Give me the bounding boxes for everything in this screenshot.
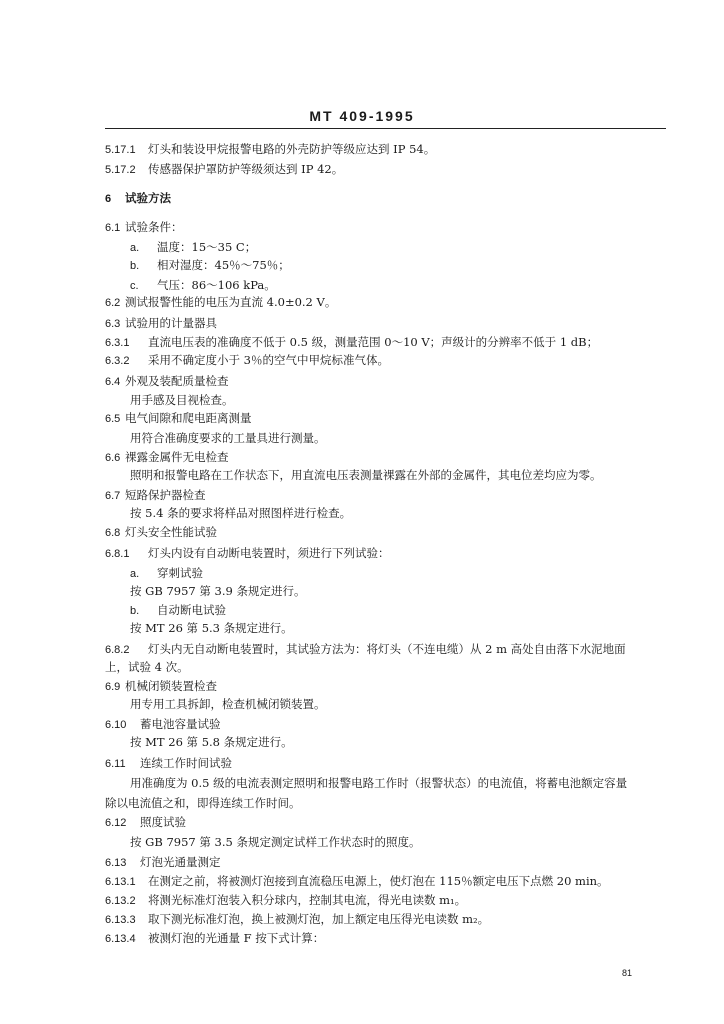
- doc-line: [130, 278, 276, 293]
- clause-text: 气压：86～106 kPa。: [157, 278, 276, 292]
- doc-line: [105, 796, 301, 810]
- clause-number: 6.13.2: [105, 895, 136, 907]
- clause-text: 灯头内设有自动断电装置时，须进行下列试验：: [148, 546, 390, 560]
- doc-line: [105, 546, 390, 561]
- clause-text: 按 MT 26 第 5.8 条规定进行。: [130, 735, 293, 749]
- clause-text: 外观及装配质量检查: [125, 374, 229, 388]
- clause-text: 试验方法: [125, 191, 171, 205]
- doc-line: [105, 316, 217, 331]
- clause-number: 6.2: [105, 297, 121, 309]
- doc-line: [105, 525, 217, 540]
- clause-text: 灯头安全性能试验: [125, 525, 217, 539]
- clause-text: 短路保护器检查: [125, 488, 206, 502]
- clause-text: 按 GB 7957 第 3.5 条规定测定试样工作状态时的照度。: [130, 835, 421, 849]
- clause-text: 机械闭锁装置检查: [125, 679, 217, 693]
- doc-line: [105, 411, 252, 426]
- doc-line: [105, 756, 232, 771]
- clause-text: 用专用工具拆卸，检查机械闭锁装置。: [130, 697, 326, 711]
- clause-text: 用准确度为 0.5 级的电流表测定照明和报警电路工作时（报警状态）的电流值，将蓄电池额定容量: [130, 776, 628, 790]
- clause-number: 6.10: [105, 719, 127, 731]
- page-number: 81: [622, 968, 633, 978]
- clause-number: 6.8.1: [105, 548, 130, 560]
- doc-line: [130, 584, 305, 598]
- clause-number: 6.12: [105, 817, 127, 829]
- clause-number: 6.3: [105, 318, 121, 330]
- clause-number: 6.4: [105, 376, 121, 388]
- doc-line: [105, 874, 609, 889]
- clause-text: 直流电压表的准确度不低于 0.5 级，测量范围 0～10 V；声级计的分辨率不低于 1 dB；: [148, 335, 599, 349]
- clause-text: 温度：15～35 C；: [157, 240, 257, 254]
- clause-text: 灯头和装设甲烷报警电路的外壳防护等级应达到 IP 54。: [148, 142, 436, 156]
- doc-line: [105, 450, 229, 465]
- clause-text: 灯头内无自动断电装置时，其试验方法为：将灯头（不连电缆）从 2 m 高处自由落下水泥地面: [148, 642, 626, 656]
- doc-line: [130, 468, 602, 482]
- clause-number: 6.1: [105, 222, 121, 234]
- clause-text: 按 MT 26 第 5.3 条规定进行。: [130, 621, 293, 635]
- doc-line: [105, 295, 336, 310]
- doc-line: [130, 566, 203, 581]
- clause-text: 测试报警性能的电压为直流 4.0±0.2 V。: [125, 295, 337, 309]
- doc-line: [105, 488, 206, 503]
- clause-number: a.: [130, 568, 140, 580]
- doc-line: [130, 735, 293, 749]
- header-rule: [105, 128, 666, 129]
- doc-line: [130, 393, 234, 407]
- doc-line: [105, 353, 389, 368]
- clause-number: 6.11: [105, 758, 126, 770]
- clause-number: 6.13.1: [105, 876, 136, 888]
- doc-line: [105, 893, 466, 908]
- doc-line: [105, 717, 221, 732]
- doc-line: [105, 855, 221, 870]
- clause-number: 6.3.2: [105, 355, 130, 367]
- clause-number: 5.17.1: [105, 144, 136, 156]
- clause-number: c.: [130, 280, 139, 292]
- section-heading: [105, 191, 171, 206]
- clause-text: 传感器保护罩防护等级须达到 IP 42。: [148, 162, 344, 176]
- clause-text: 穿刺试验: [157, 566, 203, 580]
- doc-line: [105, 815, 186, 830]
- clause-text: 被测灯泡的光通量 F 按下式计算：: [148, 931, 325, 945]
- clause-number: 6.6: [105, 452, 121, 464]
- clause-text: 相对湿度：45％～75％；: [157, 258, 290, 272]
- doc-line: [130, 621, 293, 635]
- clause-text: 连续工作时间试验: [140, 756, 232, 770]
- doc-line: [130, 240, 256, 255]
- clause-text: 用手感及目视检查。: [130, 393, 234, 407]
- clause-text: 采用不确定度小于 3％的空气中甲烷标准气体。: [148, 353, 389, 367]
- clause-text: 照明和报警电路在工作状态下，用直流电压表测量裸露在外部的金属件，其电位差均应为零。: [130, 468, 602, 482]
- clause-text: 裸露金属件无电检查: [125, 450, 229, 464]
- clause-number: b.: [130, 605, 140, 617]
- standard-header: MT 409-1995: [309, 108, 415, 124]
- doc-line: [130, 603, 226, 618]
- clause-number: 6.5: [105, 413, 121, 425]
- doc-line: [105, 660, 189, 674]
- clause-text: 按 GB 7957 第 3.9 条规定进行。: [130, 584, 306, 598]
- clause-text: 试验条件：: [125, 220, 183, 234]
- doc-line: [105, 220, 183, 235]
- clause-number: 6.8: [105, 527, 121, 539]
- doc-line: [105, 931, 324, 946]
- clause-text: 上，试验 4 次。: [105, 660, 189, 674]
- clause-text: 除以电流值之和，即得连续工作时间。: [105, 796, 301, 810]
- clause-number: 6.9: [105, 681, 121, 693]
- doc-line: [130, 506, 351, 520]
- doc-line: [130, 697, 326, 711]
- clause-number: 6.13.4: [105, 933, 136, 945]
- clause-text: 用符合准确度要求的工量具进行测量。: [130, 431, 326, 445]
- clause-text: 蓄电池容量试验: [140, 717, 221, 731]
- doc-line: [130, 431, 326, 445]
- clause-text: 自动断电试验: [157, 603, 226, 617]
- clause-text: 将测光标准灯泡装入积分球内，控制其电流，得光电读数 m₁。: [148, 893, 467, 907]
- doc-line: [105, 912, 489, 927]
- doc-line: [105, 162, 343, 177]
- doc-line: [130, 776, 627, 790]
- clause-text: 在测定之前，将被测灯泡接到直流稳压电源上，使灯泡在 115％额定电压下点燃 20 min。: [148, 874, 609, 888]
- doc-line: [105, 374, 229, 389]
- clause-text: 取下测光标准灯泡，换上被测灯泡，加上额定电压得光电读数 m₂。: [148, 912, 490, 926]
- clause-text: 试验用的计量器具: [125, 316, 217, 330]
- clause-number: a.: [130, 242, 140, 254]
- clause-text: 按 5.4 条的要求将样品对照图样进行检查。: [130, 506, 352, 520]
- clause-number: 6.13: [105, 857, 127, 869]
- doc-line: [130, 835, 420, 849]
- clause-number: 6: [105, 193, 112, 205]
- clause-number: b.: [130, 260, 140, 272]
- doc-line: [105, 335, 598, 350]
- clause-number: 6.3.1: [105, 337, 130, 349]
- doc-line: [105, 679, 217, 694]
- clause-text: 照度试验: [140, 815, 186, 829]
- clause-text: 灯泡光通量测定: [140, 855, 221, 869]
- doc-line: [105, 642, 626, 657]
- doc-line: [105, 142, 435, 157]
- clause-number: 6.8.2: [105, 644, 130, 656]
- doc-line: [130, 258, 290, 273]
- clause-text: 电气间隙和爬电距离测量: [125, 411, 252, 425]
- clause-number: 5.17.2: [105, 164, 136, 176]
- clause-number: 6.13.3: [105, 914, 136, 926]
- clause-number: 6.7: [105, 490, 121, 502]
